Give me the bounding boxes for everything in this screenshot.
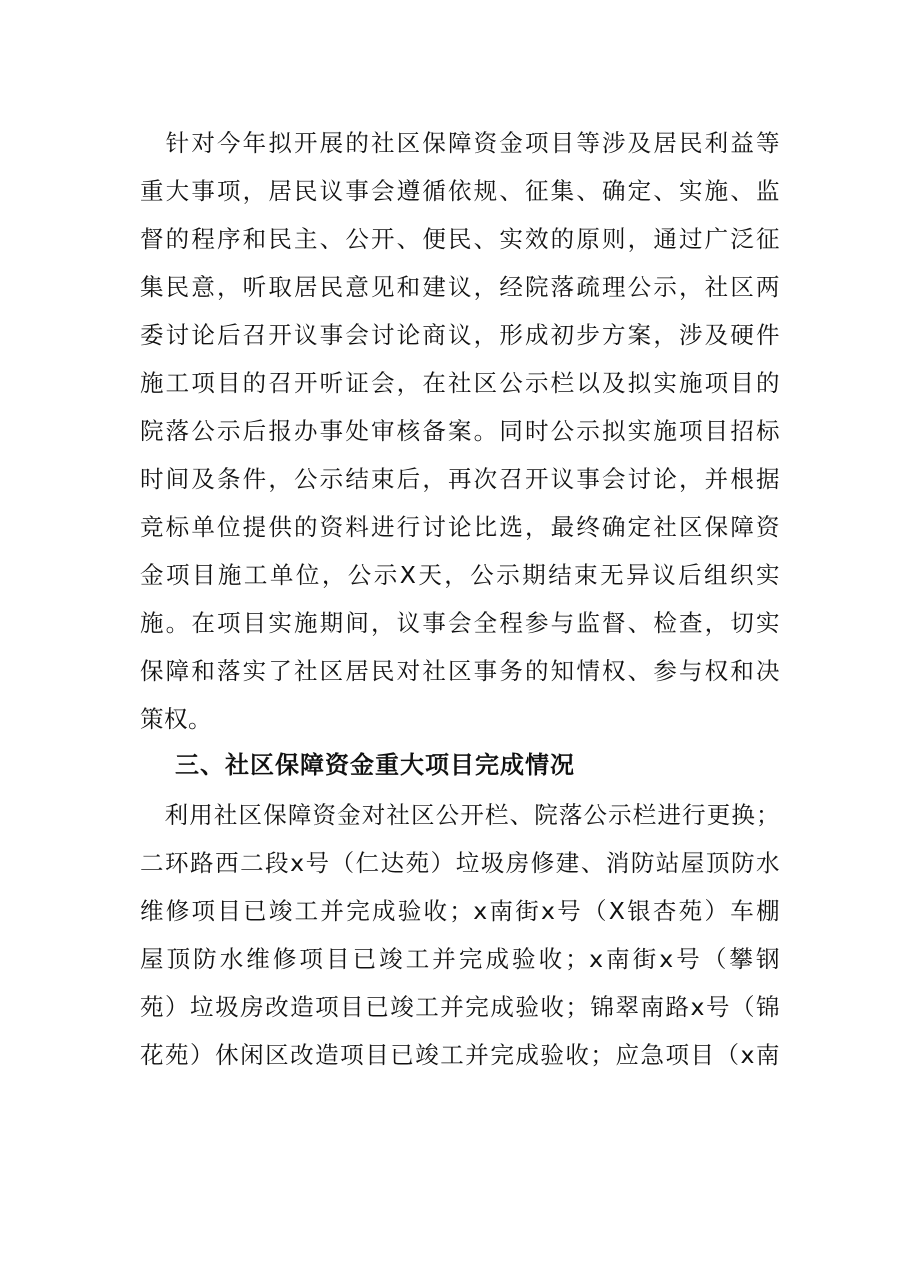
paragraph-line: 保障和落实了社区居民对社区事务的知情权、参与权和决: [140, 657, 780, 685]
paragraph-line: 时间及条件，公示结束后，再次召开议事会讨论，并根据: [140, 465, 780, 493]
paragraph-line: 竞标单位提供的资料进行讨论比选，最终确定社区保障资: [140, 513, 780, 541]
paragraph-line: 院落公示后报办事处审核备案。同时公示拟实施项目招标: [140, 417, 780, 445]
paragraph-line: 集民意，听取居民意见和建议，经院落疏理公示，社区两: [140, 273, 780, 301]
paragraph-line: 重大事项，居民议事会遵循依规、征集、确定、实施、监: [140, 177, 780, 205]
paragraph-line: 督的程序和民主、公开、便民、实效的原则，通过广泛征: [140, 225, 780, 253]
paragraph-line: 委讨论后召开议事会讨论商议，形成初步方案，涉及硬件: [140, 321, 780, 349]
paragraph-line: 金项目施工单位，公示X天，公示期结束无异议后组织实: [140, 561, 780, 589]
paragraph-line: 二环路西二段x号（仁达苑）垃圾房修建、消防站屋顶防水: [140, 849, 780, 877]
paragraph-line: 屋顶防水维修项目已竣工并完成验收；x南街x号（攀钢: [140, 945, 780, 973]
paragraph-line: 针对今年拟开展的社区保障资金项目等涉及居民利益等: [140, 129, 780, 157]
section-heading: 三、社区保障资金重大项目完成情况: [175, 751, 575, 779]
paragraph-line: 施。在项目实施期间，议事会全程参与监督、检查，切实: [140, 609, 780, 637]
paragraph-line: 利用社区保障资金对社区公开栏、院落公示栏进行更换；: [140, 801, 780, 829]
paragraph-line: 施工项目的召开听证会，在社区公示栏以及拟实施项目的: [140, 369, 780, 397]
paragraph-line: 策权。: [140, 705, 212, 733]
paragraph-line: 维修项目已竣工并完成验收；x南街x号（X银杏苑）车棚: [140, 897, 780, 925]
paragraph-line: 花苑）休闲区改造项目已竣工并完成验收；应急项目（x南: [140, 1041, 780, 1069]
paragraph-line: 苑）垃圾房改造项目已竣工并完成验收；锦翠南路x号（锦: [140, 993, 780, 1021]
